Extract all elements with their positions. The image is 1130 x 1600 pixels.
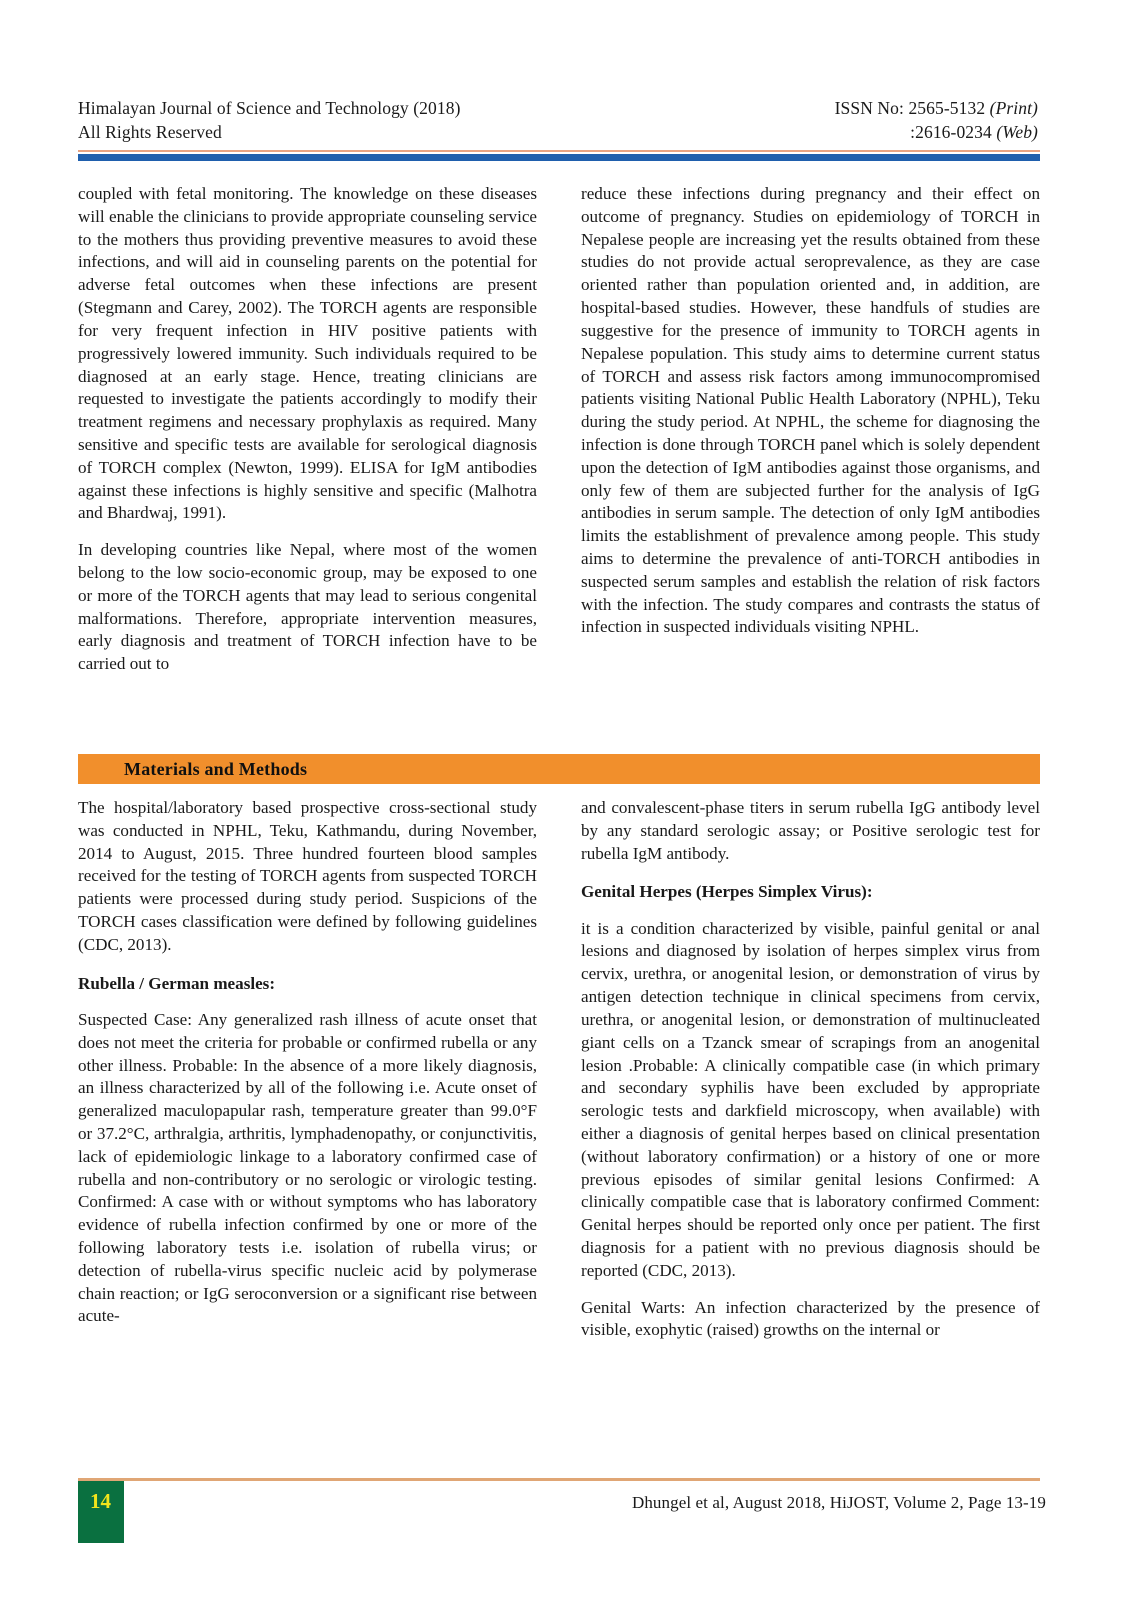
footer-citation: Dhungel et al, August 2018, HiJOST, Volume 2, Page 13-19 xyxy=(631,1493,1046,1512)
header-row-2 xyxy=(78,120,1038,144)
body-top-left-column xyxy=(78,183,537,690)
paragraph: reduce these infections during pregnancy and their effect on outcome of pregnancy. Studies on epidemiology of TORCH in Nepalese people are increasing yet the results obtained from these studies do not provide actual seroprevalence, as they are case oriented rather than population oriented and, in addition, are hospital-based studies. However, these handfuls of studies are suggestive for the presence of immunity to TORCH agents in Nepalese population. This study aims to determine current status of TORCH and assess risk factors among immunocompromised patients visiting National Public Health Laboratory (NPHL), Teku during the study period. At NPHL, the scheme for diagnosing the infection is done through TORCH panel which is solely dependent upon the detection of IgM antibodies against those organisms, and only few of them are subjected further for the analysis of IgG antibodies in serum sample. The detection of only IgM antibodies limits the establishment of prevalence among people. This study aims to determine the prevalence of anti-TORCH antibodies in suspected serum samples and establish the relation of risk factors with the infection. The study compares and contrasts the status of infection in suspected individuals visiting NPHL. xyxy=(581,184,1040,637)
header-divider xyxy=(78,150,1040,161)
paragraph: Genital Warts: An infection characterized by the presence of visible, exophytic (raised) growths on the internal or xyxy=(581,1297,1040,1340)
subheading-rubella: Rubella / German measles: xyxy=(78,973,276,993)
issn-web xyxy=(910,120,1038,144)
body-bottom-right-column xyxy=(581,797,1040,1356)
section-header-bar xyxy=(78,754,1040,784)
paragraph: In developing countries like Nepal, where most of the women belong to the low socio-economic group, may be exposed to one or more of the TORCH agents that may lead to serious congenital malformations. Therefore, appropriate intervention measures, early diagnosis and treatment of TORCH infection have to be carried out to xyxy=(78,540,537,674)
issn-print-label: ISSN No: 2565-5132 xyxy=(834,98,986,118)
paragraph: coupled with fetal monitoring. The knowledge on these diseases will enable the clinicians to provide appropriate counseling service to the mothers thus providing preventive measures to avoid these infections, and will aid in counseling parents on the potential for adverse fetal outcomes when these infections are present (Stegmann and Carey, 2002). The TORCH agents are responsible for very frequent infection in HIV positive patients with progressively lowered immunity. Such individuals required to be diagnosed at an early stage. Hence, treating clinicians are requested to investigate the patients accordingly to modify their treatment regimens and necessary prophylaxis as required. Many sensitive and specific tests are available for serological diagnosis of TORCH complex (Newton, 1999). ELISA for IgM antibodies against these infections is highly sensitive and specific (Malhotra and Bhardwaj, 1991). xyxy=(78,184,537,523)
paragraph: The hospital/laboratory based prospective cross-sectional study was conducted in NPHL, Teku, Kathmandu, during November, 2014 to August, 2015. Three hundred fourteen blood samples received for the testing of TORCH agents from suspected TORCH patients were processed during study period. Suspicions of the TORCH cases classification were defined by following guidelines (CDC, 2013). xyxy=(78,798,537,954)
body-top-right-column xyxy=(581,183,1040,690)
body-top-columns xyxy=(78,183,1040,690)
paragraph: it is a condition characterized by visible, painful genital or anal lesions and diagnosed by isolation of herpes simplex virus from cervix, urethra, or anogenital lesion, or demonstration of virus by antigen detection technique in clinical specimens from cervix, urethra, or anogenital lesion, or demonstration of multinucleated giant cells on a Tzanck smear of scrapings from an anogenital lesion .Probable: A clinically compatible case (in which primary and secondary syphilis have been excluded by appropriate serologic tests and darkfield microscopy, when available) with either a diagnosis of genital herpes based on clinical presentation (without laboratory confirmation) or a history of one or more previous episodes of similar genital lesions Confirmed: A clinically compatible case that is laboratory confirmed Comment: Genital herpes should be reported only once per patient. The first diagnosis for a patient with no previous diagnosis should be reported (CDC, 2013). xyxy=(581,918,1040,1280)
issn-print-medium: (Print) xyxy=(989,98,1038,118)
issn-print xyxy=(835,96,1038,120)
subheading-genital-herpes: Genital Herpes (Herpes Simplex Virus): xyxy=(581,882,873,902)
journal-title: Himalayan Journal of Science and Technology (2018) xyxy=(78,98,461,118)
header-rule-blue xyxy=(78,154,1040,161)
issn-web-medium: (Web) xyxy=(996,122,1038,143)
body-bottom-columns xyxy=(78,797,1040,1356)
page-header xyxy=(78,96,1038,144)
page-number: 14 xyxy=(90,1489,111,1513)
section-title: Materials and Methods xyxy=(124,758,308,779)
issn-web-label: :2616-0234 xyxy=(910,122,992,143)
paragraph: Suspected Case: Any generalized rash illness of acute onset that does not meet the criteria for probable or confirmed rubella or any other illness. Probable: In the absence of a more likely diagnosis, an illness characterized by all of the following i.e. Acute onset of generalized maculopapular rash, temperature greater than 99.0°F or 37.2°C, arthralgia, arthritis, lymphadenopathy, or conjunctivitis, lack of epidemiologic linkage to a laboratory confirmed case of rubella and non-contributory or no serologic or virologic testing. Confirmed: A case with or without symptoms who has laboratory evidence of rubella infection confirmed by one or more of the following laboratory tests i.e. isolation of rubella virus; or detection of rubella-virus specific nucleic acid by polymerase chain reaction; or IgG seroconversion or a significant rise between acute- xyxy=(78,1009,537,1326)
page-number-badge xyxy=(78,1481,124,1543)
footer-divider xyxy=(78,1478,1040,1481)
rights-statement: All Rights Reserved xyxy=(78,122,222,143)
body-bottom-left-column xyxy=(78,797,537,1356)
header-row-1 xyxy=(78,96,1038,120)
paragraph: and convalescent-phase titers in serum rubella IgG antibody level by any standard serologic assay; or Positive serologic test for rubella IgM antibody. xyxy=(581,798,1040,863)
